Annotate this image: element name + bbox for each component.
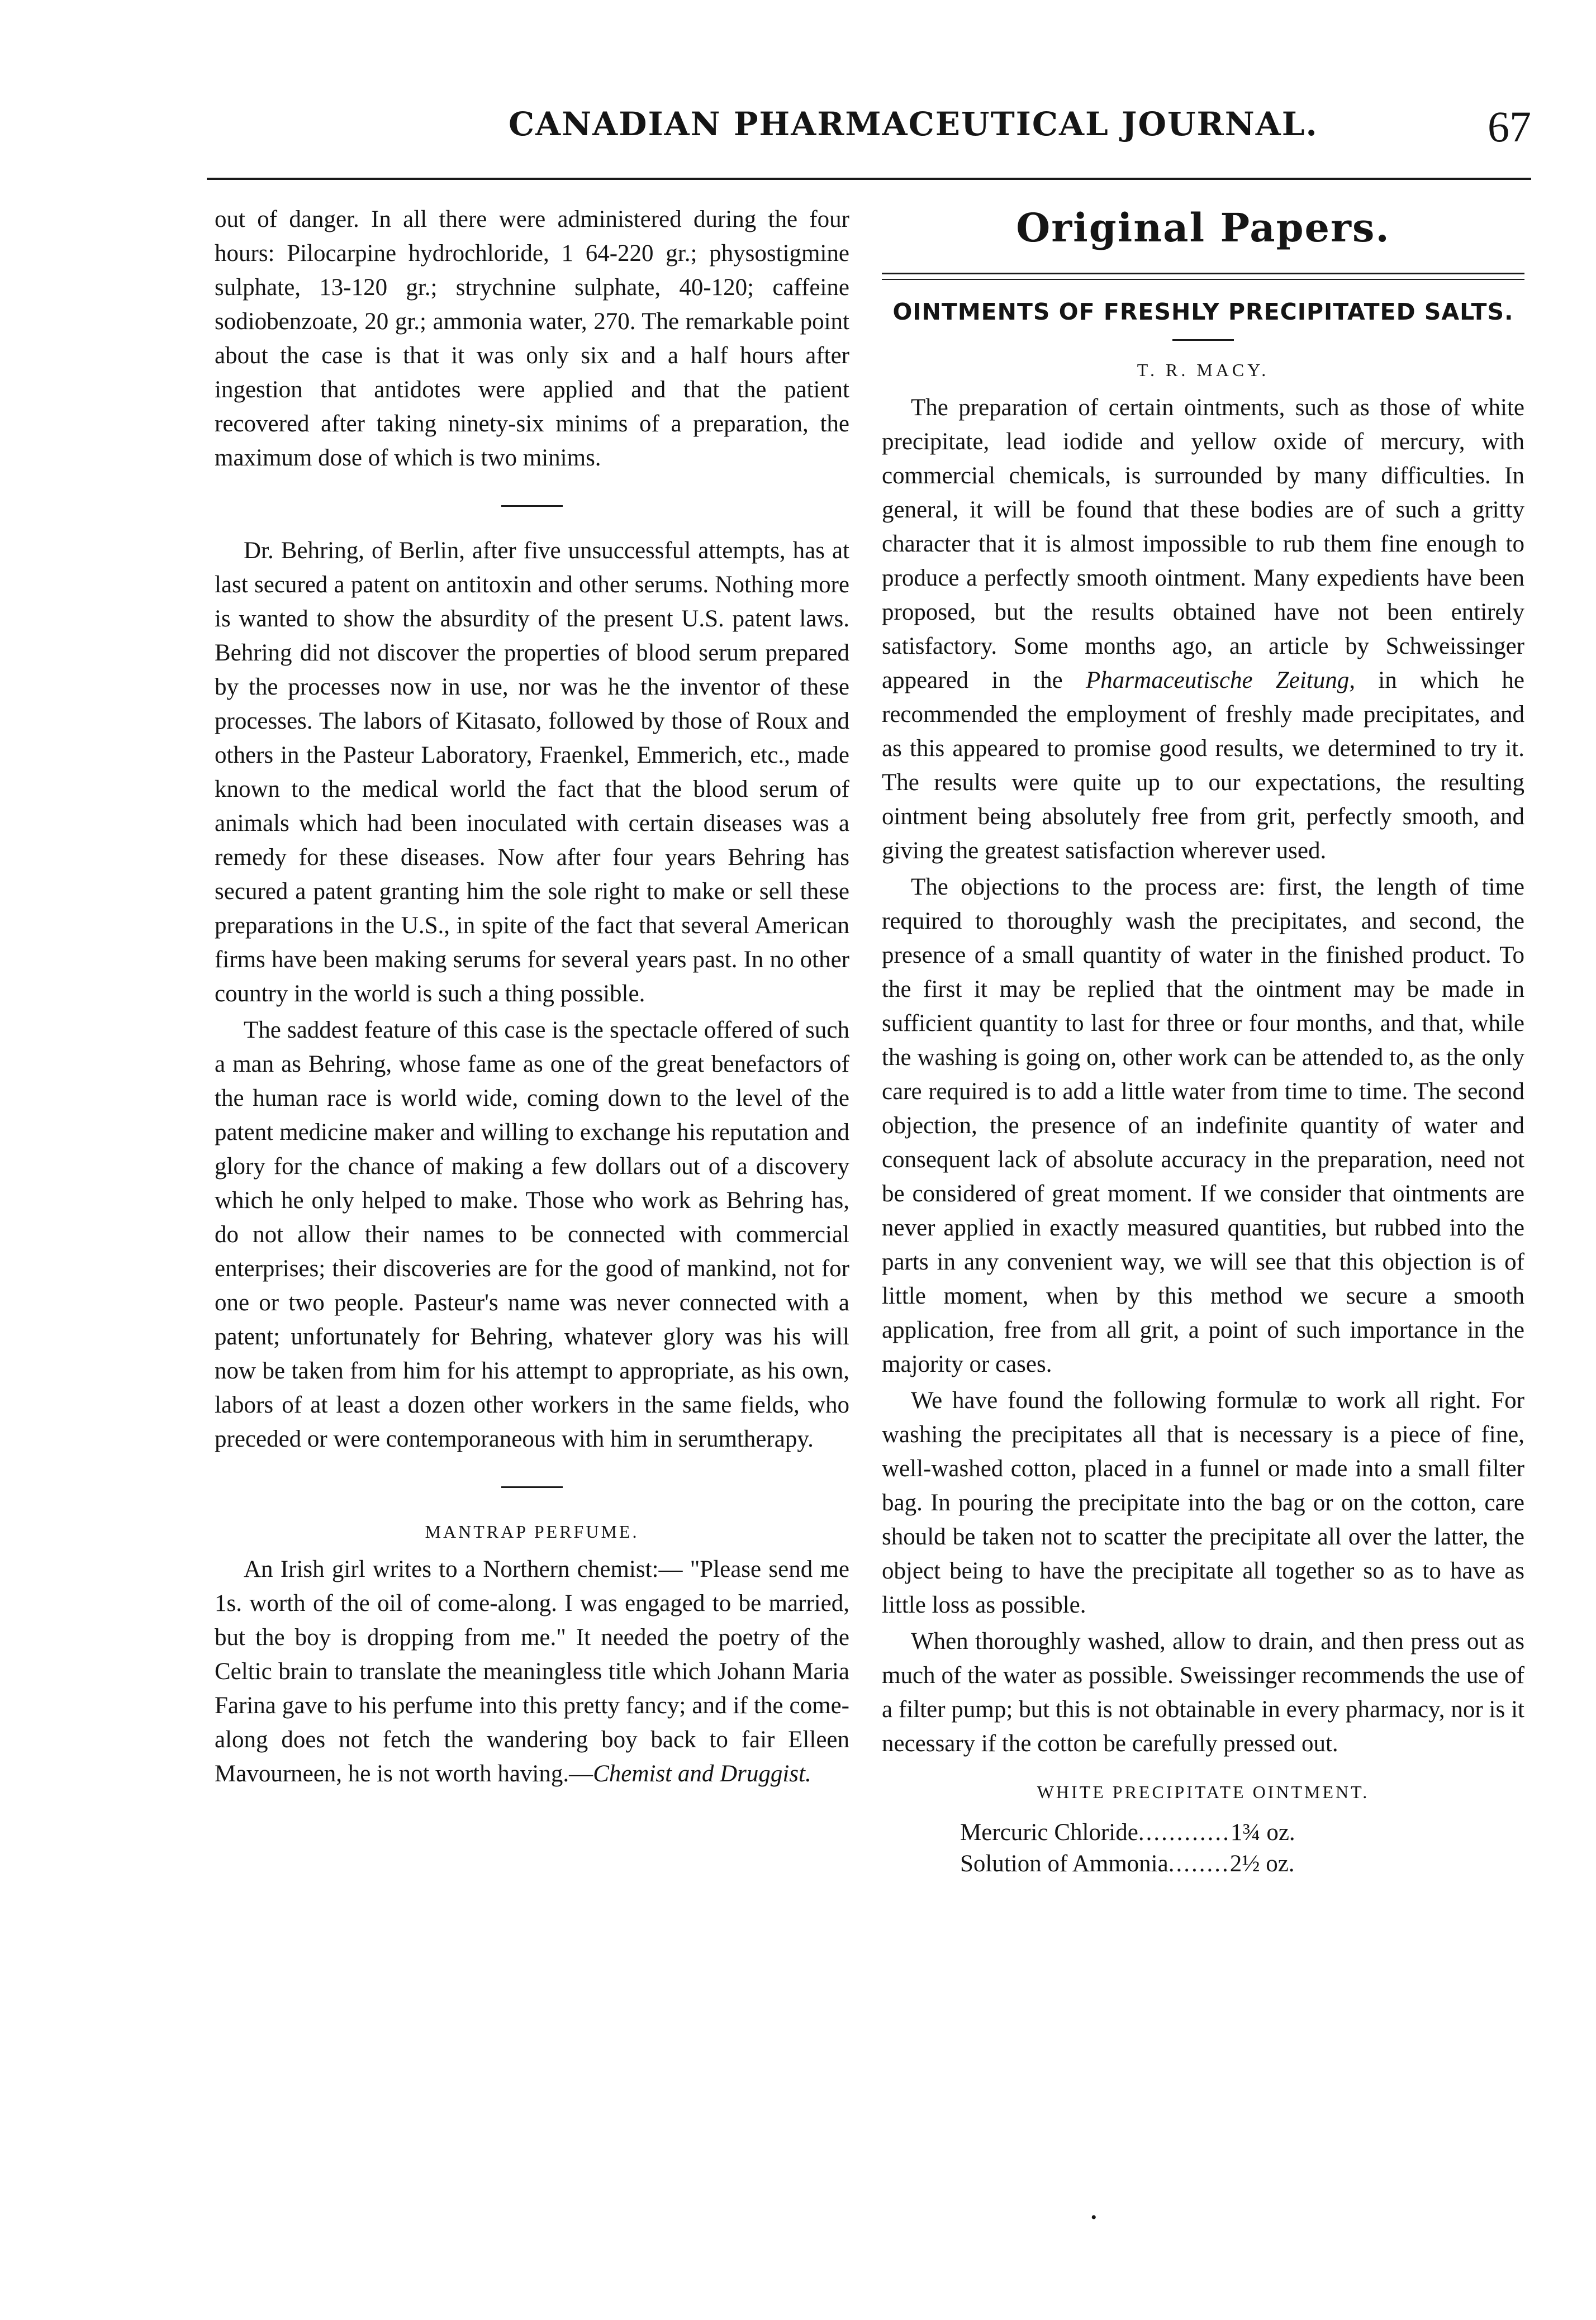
formula-row xyxy=(960,1817,1524,1848)
section-divider xyxy=(501,505,563,507)
ingredient-quantity: 1¾ oz. xyxy=(1230,1819,1295,1846)
right-paragraph-4: When thoroughly washed, allow to drain, and then press out as much of the water as possible. Sweissinger recommends the use of a filter pump; but this is not obtainable in every pharmacy, nor is it necessary if the cotton be carefully pressed out. xyxy=(882,1628,1524,1757)
mantrap-heading: MANTRAP PERFUME. xyxy=(425,1522,639,1542)
ingredient-name: Solution of Ammonia xyxy=(960,1851,1168,1877)
article-author: T. R. MACY. xyxy=(1137,360,1270,380)
title-rule xyxy=(882,273,1524,280)
left-column xyxy=(215,202,849,1791)
article-title: OINTMENTS OF FRESHLY PRECIPITATED SALTS. xyxy=(892,298,1514,325)
right-paragraph-1-text-a: The preparation of certain ointments, such as those of white precipitate, lead iodide and yellow oxide of mercury, with commercial chemicals, is surrounded by many difficulties. In general, it will be found that these bodies are of such a gritty character that it is almost impossible to rub them fine enough to produce a perfectly smooth ointment. Many expedients have been proposed, but the results obtained have not been entirely satisfactory. Some months ago, an article by Schweissinger appeared in the xyxy=(882,394,1524,693)
title-divider xyxy=(1172,339,1234,341)
formula-list xyxy=(882,1817,1524,1880)
page-bullet: • xyxy=(1091,2208,1097,2227)
ingredient-name: Mercuric Chloride xyxy=(960,1819,1138,1846)
right-paragraph-1 xyxy=(882,391,1524,868)
left-paragraph-2: Dr. Behring, of Berlin, after five unsuccessful attempts, has at last secured a patent on antitoxin and other serums. Nothing more is wanted to show the absurdity of the present U.S. patent laws. Behring did not discover the properties of blood serum prepared by the processes now in use, nor was he the inventor of these processes. The labors of Kitasato, followed by those of Roux and others in the Pasteur Laboratory, Fraenkel, Emmerich, etc., made known to the medical world the fact that the blood serum of animals which had been inoculated with certain diseases was a remedy for these diseases. Now after four years Behring has secured a patent granting him the sole right to make or sell these preparations in the U.S., in spite of the fact that several American firms have been making serums for several years past. In no other country in the world is such a thing possible. xyxy=(215,538,849,1007)
mantrap-text: An Irish girl writes to a Northern chemist:— "Please send me 1s. worth of the oil of come-along. I was engaged to be married, but the boy is dropping from me." It needed the poetry of the Celtic brain to translate the meaningless title which Johann Maria Farina gave to his perfume into this pretty fancy; and if the come-along does not fetch the wandering boy back to fair Elleen Mavourneen, he is not worth having.— xyxy=(215,1556,849,1787)
ingredient-quantity: 2½ oz. xyxy=(1229,1851,1295,1877)
formula-row xyxy=(960,1848,1524,1880)
left-paragraph-3: The saddest feature of this case is the spectacle offered of such a man as Behring, whose fame as one of the great benefactors of the human race is world wide, coming down to the level of the patent medicine maker and willing to exchange his reputation and glory for the chance of making a few dollars out of a discovery which he only helped to make. Those who work as Behring has, do not allow their names to be connected with commercial enterprises; their discoveries are for the good of mankind, not for one or two people. Pasteur's name was never connected with a patent; unfortunately for Behring, whatever glory was his will now be taken from him for his attempt to appropriate, as his own, labors of at least a dozen other workers in the same fields, who preceded or were contemporaneous with him in serumtherapy. xyxy=(215,1017,849,1452)
right-paragraph-2: The objections to the process are: first, the length of time required to thoroughly wash the precipitates, and second, the presence of a small quantity of water in the finished product. To the first it may be replied that the ointment may be made in sufficient quantity to last for three or four months, and that, while the washing is going on, other work can be attended to, as the only care required is to add a little water from time to time. The second objection, the presence of an indefinite quantity of water and consequent lack of absolute accuracy in the preparation, need not be considered of great moment. If we consider that ointments are never applied in exactly measured quantities, but rubbed into the parts in any convenient way, we will see that this objection is of little moment, when by this method we secure a smooth application, free from all grit, a point of such importance in the majority or cases. xyxy=(882,874,1524,1377)
right-column xyxy=(882,202,1524,1880)
right-paragraph-1-text-b: in which he recommended the employment of freshly made precipitates, and as this appeared to promise good results, we determined to try it. The results were quite up to our expectations, the resulting ointment being absolutely free from grit, perfectly smooth, and giving the greatest satisfaction wherever used. xyxy=(882,667,1525,864)
header-rule xyxy=(207,178,1531,180)
right-paragraph-3: We have found the following formulæ to work all right. For washing the precipitates all that is necessary is a piece of fine, well-washed cotton, placed in a funnel or made into a small filter bag. In pouring the precipitate into the bag or on the cotton, care should be taken not to scatter the precipitate all over the latter, the object being to have the precipitate all together so as to have as little loss as possible. xyxy=(882,1387,1524,1618)
leader-dots: ........ xyxy=(1168,1851,1230,1877)
journal-title: CANADIAN PHARMACEUTICAL JOURNAL. xyxy=(509,105,1318,143)
formula-title: WHITE PRECIPITATE OINTMENT. xyxy=(1037,1782,1370,1802)
leader-dots: ............ xyxy=(1138,1819,1231,1846)
section-divider xyxy=(501,1486,563,1488)
running-header xyxy=(207,102,1531,169)
left-paragraph-1: out of danger. In all there were administered during the four hours: Pilocarpine hydrochloride, 1 64-220 gr.; physostigmine sulphate, 13-120 gr.; strychnine sulphate, 40-120; caffeine sodiobenzoate, 20 gr.; ammonia water, 270. The remarkable point about the case is that it was only six and a half hours after ingestion that antidotes were applied and that the patient recovered after taking ninety-six minims of a preparation, the maximum dose of which is two minims. xyxy=(215,206,849,471)
mantrap-source: Chemist and Druggist. xyxy=(593,1761,811,1787)
page-number: 67 xyxy=(1488,102,1531,151)
journal-name: Pharmaceutische Zeitung, xyxy=(1086,667,1355,693)
left-paragraph-4 xyxy=(215,1552,849,1791)
section-title: Original Papers. xyxy=(1016,205,1390,251)
